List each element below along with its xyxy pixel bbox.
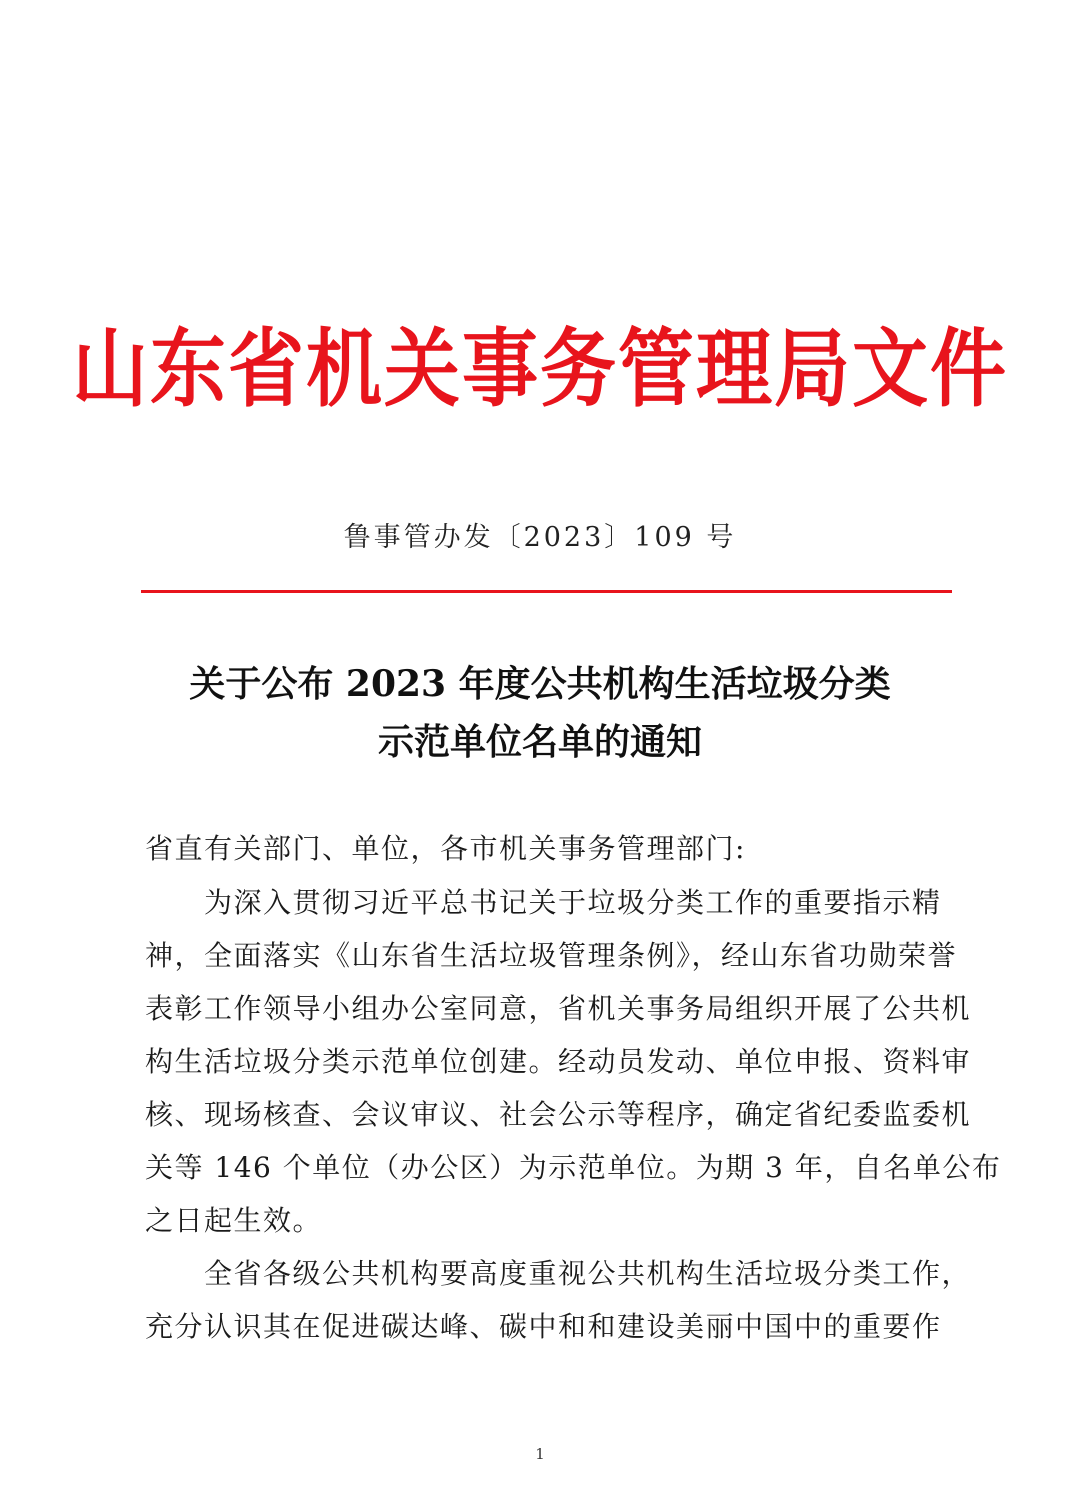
body-line: 构生活垃圾分类示范单位创建。经动员发动、单位申报、资料审 [145,1045,972,1078]
page-number: 1 [535,1445,545,1463]
body-line: 充分认识其在促进碳达峰、碳中和和建设美丽中国中的重要作 [145,1310,942,1343]
document-masthead: 山东省机关事务管理局文件 [72,319,1008,419]
body-line: 神，全面落实《山东省生活垃圾管理条例》，经山东省功勋荣誉 [145,939,958,972]
body-line: 表彰工作领导小组办公室同意，省机关事务局组织开展了公共机 [145,992,972,1025]
body-line: 为深入贯彻习近平总书记关于垃圾分类工作的重要指示精 [145,886,942,919]
notice-title-line-1: 关于公布 2023 年度公共机构生活垃圾分类 [189,663,891,705]
salutation: 省直有关部门、单位，各市机关事务管理部门: [145,832,746,865]
body-line: 关等 146 个单位（办公区）为示范单位。为期 3 年，自名单公布 [145,1151,1002,1184]
notice-title [0,655,1080,771]
body-line: 核、现场核查、会议审议、社会公示等程序，确定省纪委监委机 [145,1098,972,1131]
document-number: 鲁事管办发〔2023〕109 号 [343,522,737,553]
body-line: 之日起生效。 [145,1204,323,1237]
notice-title-line-2: 示范单位名单的通知 [377,721,702,763]
red-divider-line [141,590,952,593]
body-line: 全省各级公共机构要高度重视公共机构生活垃圾分类工作， [145,1257,972,1290]
notice-body [145,822,1002,1353]
